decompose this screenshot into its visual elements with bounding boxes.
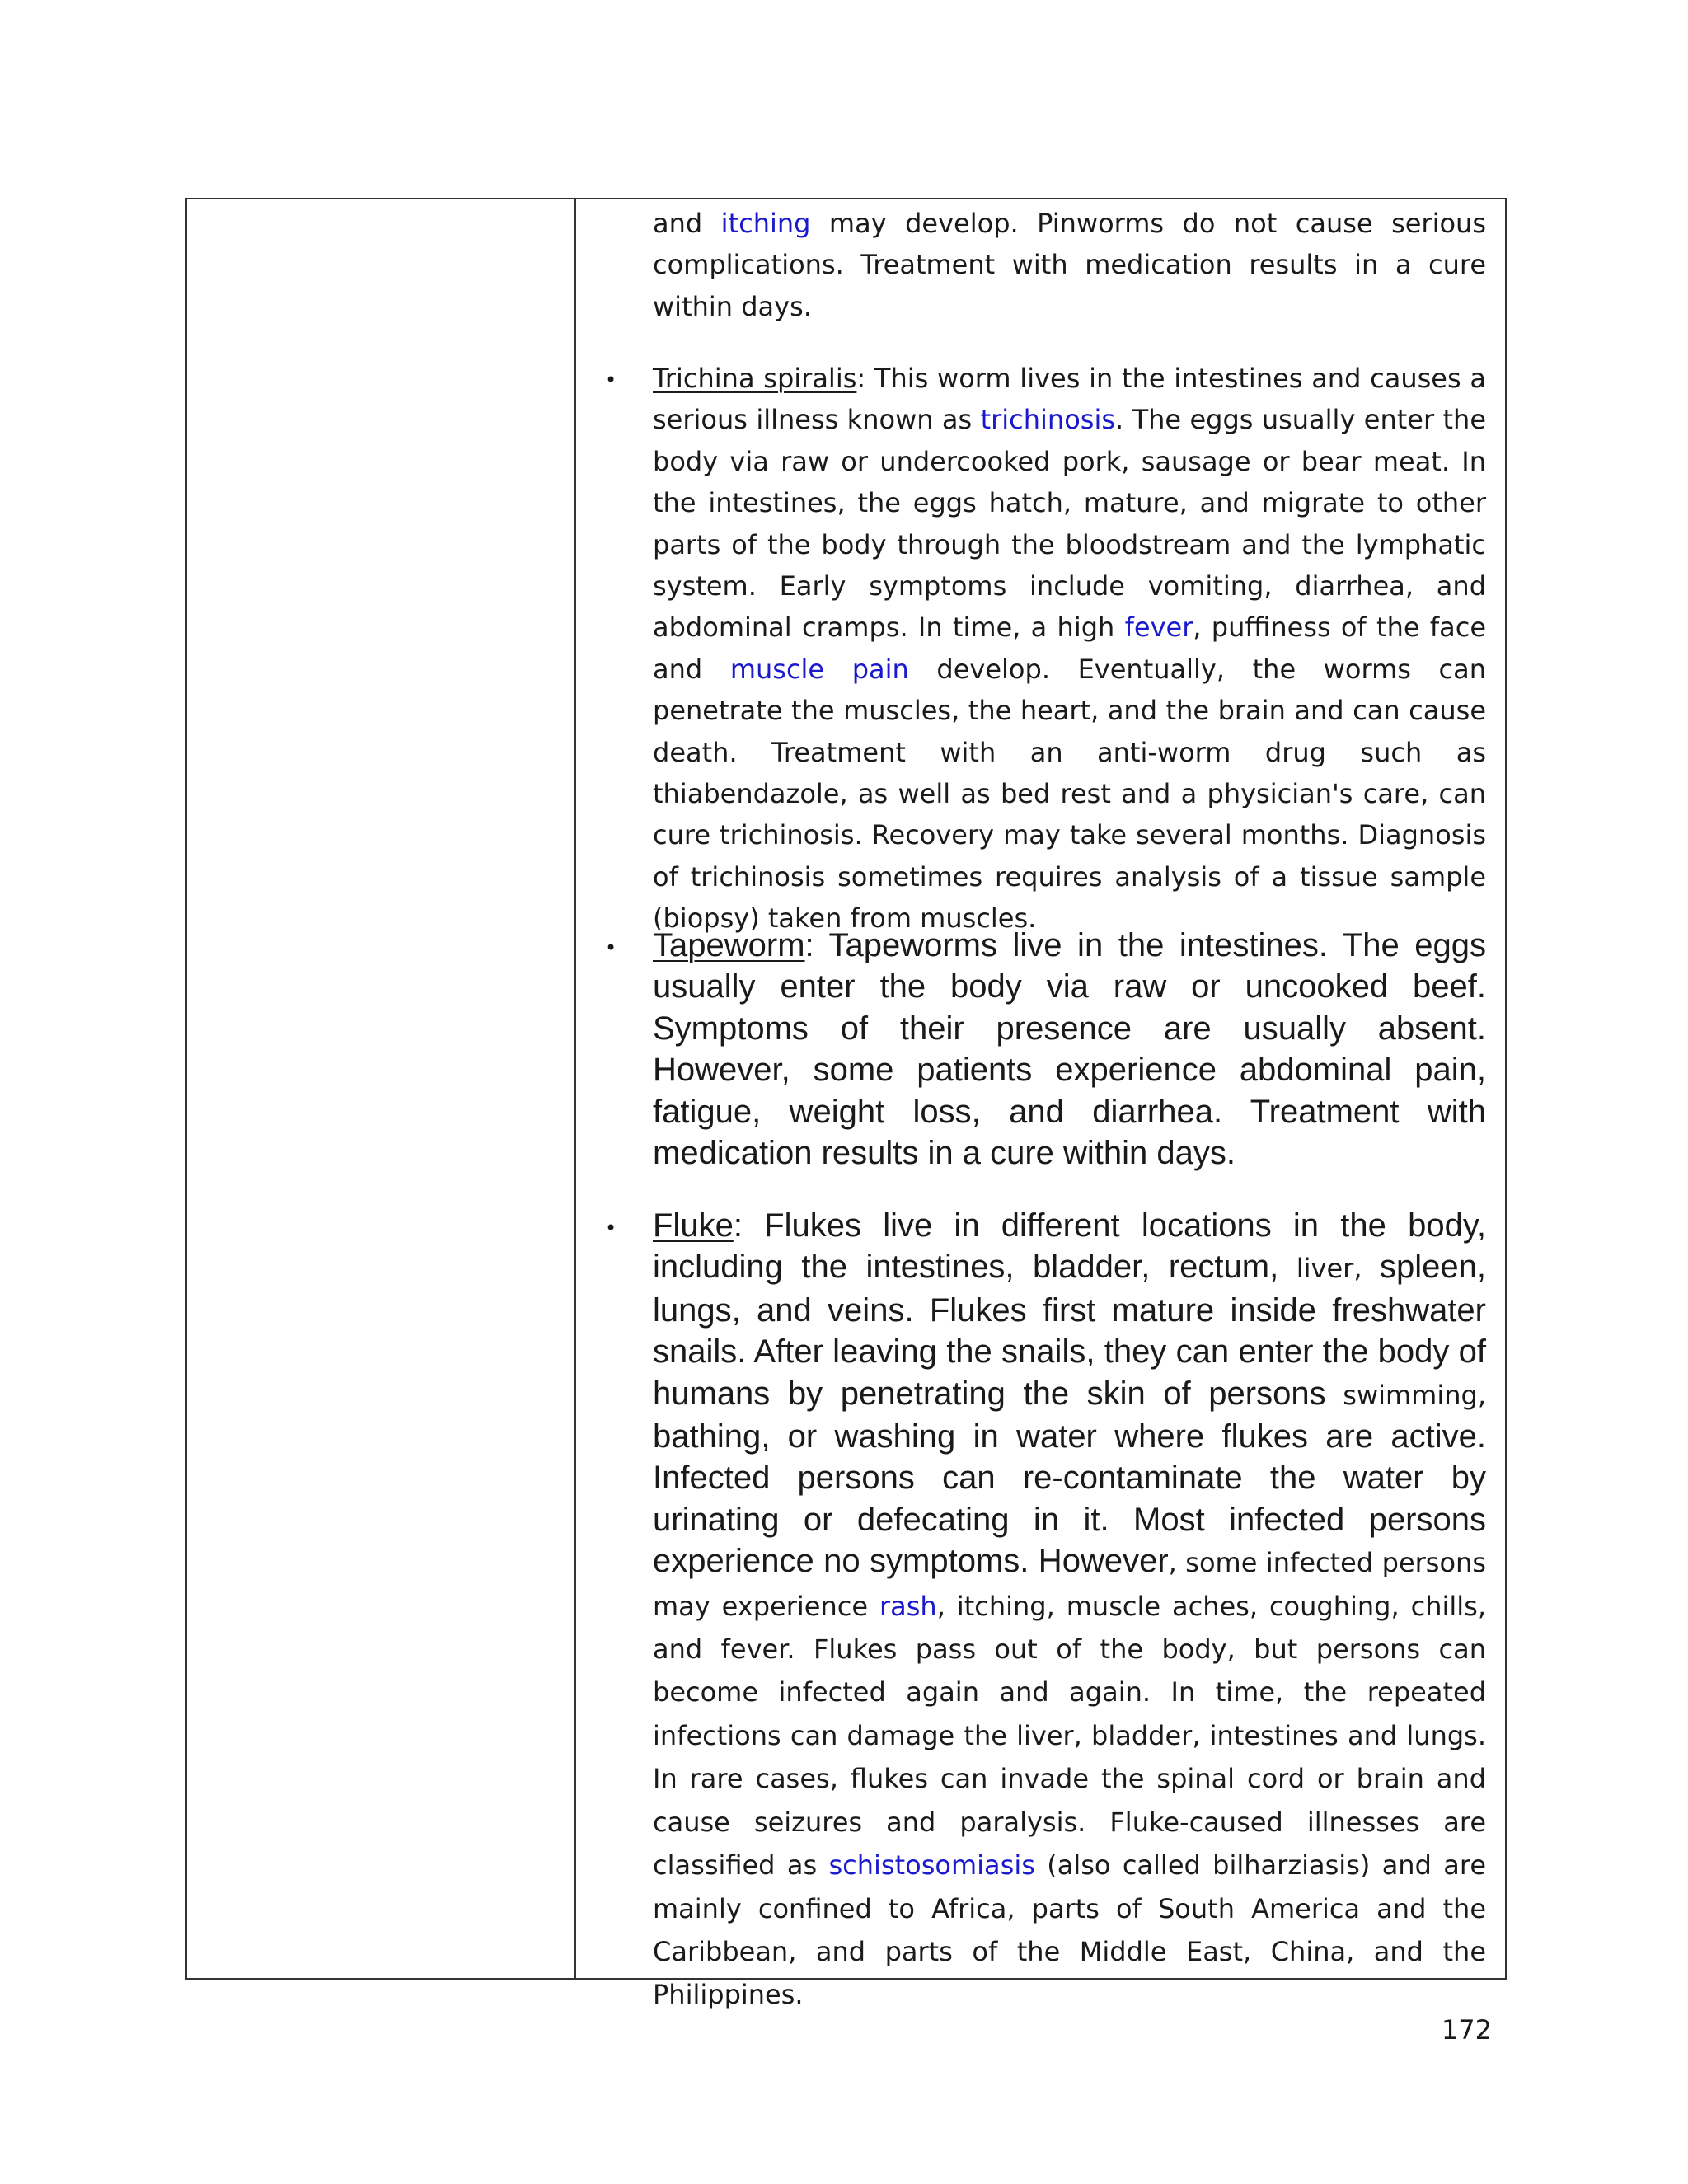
trichina-paragraph: [653, 358, 1486, 940]
text-run: , some infected persons may experience: [653, 1547, 1486, 1622]
text-run: spleen, lungs, and veins. Flukes first mature inside freshwater snails. After leaving the snails, they can enter the body of humans by penetrating the skin of persons: [653, 1249, 1487, 1412]
bullet-icon: •: [605, 1216, 617, 1240]
text-run: (also called bilharziasis) and are mainly confined to Africa, parts of South America and the Caribbean, and parts of the Middle East, China, and the Philippines.: [653, 1849, 1486, 2011]
page-number: 172: [1441, 2014, 1492, 2046]
text-run: swimming,: [1325, 1379, 1487, 1411]
text-run: : This worm lives in the intestines and causes a serious illness known as: [653, 363, 1487, 436]
text-run: : Flukes live in different locations in the body, including the intestines, bladder, rectum,: [653, 1207, 1486, 1286]
muscle-pain-link[interactable]: muscle pain: [729, 653, 909, 685]
trichinosis-link[interactable]: trichinosis: [980, 404, 1116, 436]
fluke-paragraph: [653, 1205, 1486, 2016]
text-run: and: [653, 208, 721, 239]
schistosomiasis-link[interactable]: schistosomiasis: [828, 1849, 1035, 1882]
rash-link[interactable]: rash: [879, 1590, 937, 1622]
text-run: : Tapeworms live in the intestines. The eggs usually enter the body via raw or uncooked beef. Symptoms of their presence are usually absent. However, some patients experience abdominal pain, fatigue, weight loss, and diarrhea. Treatment with medication results in a cure within days.: [653, 927, 1486, 1172]
fluke-term: Fluke: [653, 1207, 734, 1244]
text-run: liver,: [1278, 1253, 1381, 1285]
column-divider: [574, 199, 576, 1978]
tapeworm-term: Tapeworm: [653, 927, 805, 963]
text-run: , puffiness of the face and: [653, 612, 1487, 685]
text-run: bathing, or washing in water where flukes are active. Infected persons can re-contaminate the water by urinating or defecating in it. Most infected persons experience no symptoms. However: [653, 1418, 1486, 1580]
trichina-term: Trichina spiralis: [653, 363, 857, 394]
pinworm-continuation-paragraph: [653, 203, 1486, 327]
text-run: . The eggs usually enter the body via raw or undercooked pork, sausage or bear meat. In the intestines, the eggs hatch, mature, and migrate to other parts of the body through the bloodstream and the lymphatic system. Early symptoms include vomiting, diarrhea, and abdominal cramps. In time, a high: [653, 404, 1487, 644]
text-run: may develop. Pinworms do not cause serious complications. Treatment with medication results in a cure within days.: [653, 208, 1487, 322]
bullet-icon: •: [605, 936, 617, 959]
text-run: , itching, muscle aches, coughing, chills, and fever. Flukes pass out of the body, but persons can become infected again and again. In time, the repeated infections can damage the liver, bladder, intestines and lungs. In rare cases, flukes can invade the spinal cord or brain and cause seizures and paralysis. Fluke-caused illnesses are classified as: [653, 1590, 1487, 1882]
text-run: develop. Eventually, the worms can penetrate the muscles, the heart, and the brain and can cause death. Treatment with an anti-worm drug such as thiabendazole, as well as bed rest and a physician's care, can cure trichinosis. Recovery may take several months. Diagnosis of trichinosis sometimes requires analysis of a tissue sample (biopsy) taken from muscles.: [653, 653, 1487, 935]
content-table: [185, 198, 1507, 2011]
bullet-icon: •: [605, 368, 617, 391]
fever-link[interactable]: fever: [1124, 612, 1193, 644]
tapeworm-paragraph: [653, 925, 1486, 1174]
itching-link[interactable]: itching: [720, 208, 811, 239]
